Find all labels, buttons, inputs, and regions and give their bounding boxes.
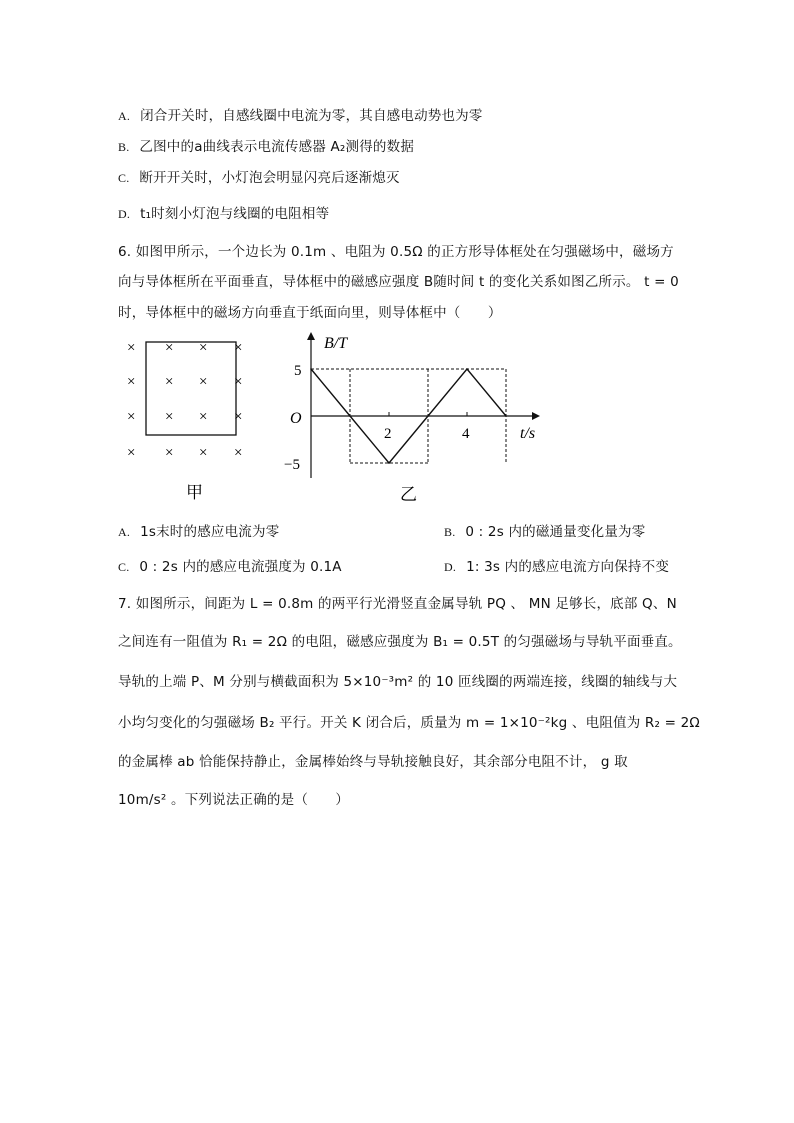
q6-option-c: [118, 555, 342, 575]
field-cross-mark: ×: [234, 409, 243, 425]
q6-option-a: [118, 520, 279, 540]
q6-stem-line-3: 时，导体框中的磁场方向垂直于纸面向里，则导体框中（ ）: [118, 305, 502, 321]
field-cross-mark: ×: [127, 409, 136, 425]
data-point: [310, 368, 312, 370]
y-axis-arrow: [307, 332, 315, 340]
q7-stem-line-6: 10m/s² 。下列说法正确的是（ ）: [118, 792, 350, 808]
field-cross-mark: ×: [234, 445, 243, 461]
field-cross-mark: ×: [199, 409, 208, 425]
field-cross-mark: ×: [127, 445, 136, 461]
field-cross-mark: ×: [165, 340, 174, 356]
q7-stem-line-1: 7. 如图所示，间距为 L = 0.8m 的两平行光滑竖直金属导轨 PQ 、 MN 足够长，底部 Q、N: [118, 596, 677, 612]
q7-stem-line-5: 的金属棒 ab 恰能保持静止，金属棒始终与导轨接触良好，其余部分电阻不计， g 取: [118, 754, 628, 770]
option-text: 0 : 2s 内的磁通量变化量为零: [465, 524, 646, 540]
option-d-prev: [118, 202, 329, 222]
data-point: [505, 415, 507, 417]
field-cross-mark: ×: [127, 340, 136, 356]
data-point: [427, 415, 429, 417]
field-cross-mark: ×: [165, 445, 174, 461]
field-cross-mark: ×: [127, 374, 136, 390]
q7-stem-line-3: 导轨的上端 P、M 分别与横截面积为 5×10⁻³m² 的 10 匝线圈的两端连接，线圈的轴线与大: [118, 674, 678, 690]
q6-option-b: [444, 520, 645, 540]
option-text: 1s末时的感应电流为零: [140, 524, 280, 540]
magnetic-field-marks: [127, 340, 242, 461]
field-cross-mark: ×: [165, 409, 174, 425]
field-cross-mark: ×: [199, 445, 208, 461]
figure-yi-chart: [282, 328, 552, 510]
option-letter: D.: [118, 207, 131, 221]
option-text: 闭合开关时，自感线圈中电流为零，其自感电动势也为零: [140, 108, 483, 124]
field-cross-mark: ×: [199, 340, 208, 356]
q7-stem-line-4: 小均匀变化的匀强磁场 B₂ 平行。开关 K 闭合后，质量为 m = 1×10⁻²kg 、电阻值为 R₂ = 2Ω: [118, 715, 700, 731]
option-letter: C.: [118, 560, 130, 574]
option-letter: A.: [118, 525, 131, 539]
y-tick-label: −5: [284, 457, 300, 473]
q6-stem-line-2: 向与导体框所在平面垂直，导体框中的磁感应强度 B随时间 t 的变化关系如图乙所示。 t = 0: [118, 274, 679, 290]
option-letter: B.: [444, 525, 456, 539]
x-tick-label: 2: [384, 426, 392, 442]
y-tick-label: 5: [294, 363, 302, 379]
data-point: [349, 415, 351, 417]
option-text: 1: 3s 内的感应电流方向保持不变: [466, 559, 670, 575]
field-cross-mark: ×: [234, 374, 243, 390]
data-point: [466, 368, 468, 370]
option-letter: C.: [118, 171, 130, 185]
x-tick-label: 4: [462, 426, 470, 442]
option-letter: B.: [118, 140, 130, 154]
figure-jia: [118, 330, 258, 510]
fig-jia-caption: 甲: [186, 483, 203, 502]
option-text: t₁时刻小灯泡与线圈的电阻相等: [140, 206, 330, 222]
field-cross-mark: ×: [165, 374, 174, 390]
q6-stem-line-1: 6. 如图甲所示，一个边长为 0.1m 、电阻为 0.5Ω 的正方形导体框处在匀强磁场中，磁场方: [118, 244, 674, 260]
square-frame: [146, 342, 236, 435]
option-letter: D.: [444, 560, 457, 574]
field-cross-mark: ×: [199, 374, 208, 390]
option-b-prev: [118, 135, 414, 155]
fig-yi-caption: 乙: [400, 485, 417, 504]
option-text: 断开开关时，小灯泡会明显闪亮后逐渐熄灭: [139, 170, 400, 186]
q7-stem-line-2: 之间连有一阻值为 R₁ = 2Ω 的电阻，磁感应强度为 B₁ = 0.5T 的匀强磁场与导轨平面垂直。: [118, 634, 682, 650]
data-point: [388, 462, 390, 464]
field-cross-mark: ×: [234, 340, 243, 356]
option-text: 0 : 2s 内的感应电流强度为 0.1A: [139, 559, 342, 575]
q6-option-d: [444, 555, 669, 575]
option-letter: A.: [118, 109, 131, 123]
x-axis-label: t/s: [520, 425, 536, 442]
chart-axes: [284, 332, 540, 478]
origin-label: O: [290, 410, 302, 427]
option-a-prev: [118, 104, 483, 124]
x-axis-arrow: [532, 412, 540, 420]
y-axis-label: B/T: [324, 335, 348, 352]
option-text: 乙图中的a曲线表示电流传感器 A₂测得的数据: [139, 139, 415, 155]
option-c-prev: [118, 166, 400, 186]
